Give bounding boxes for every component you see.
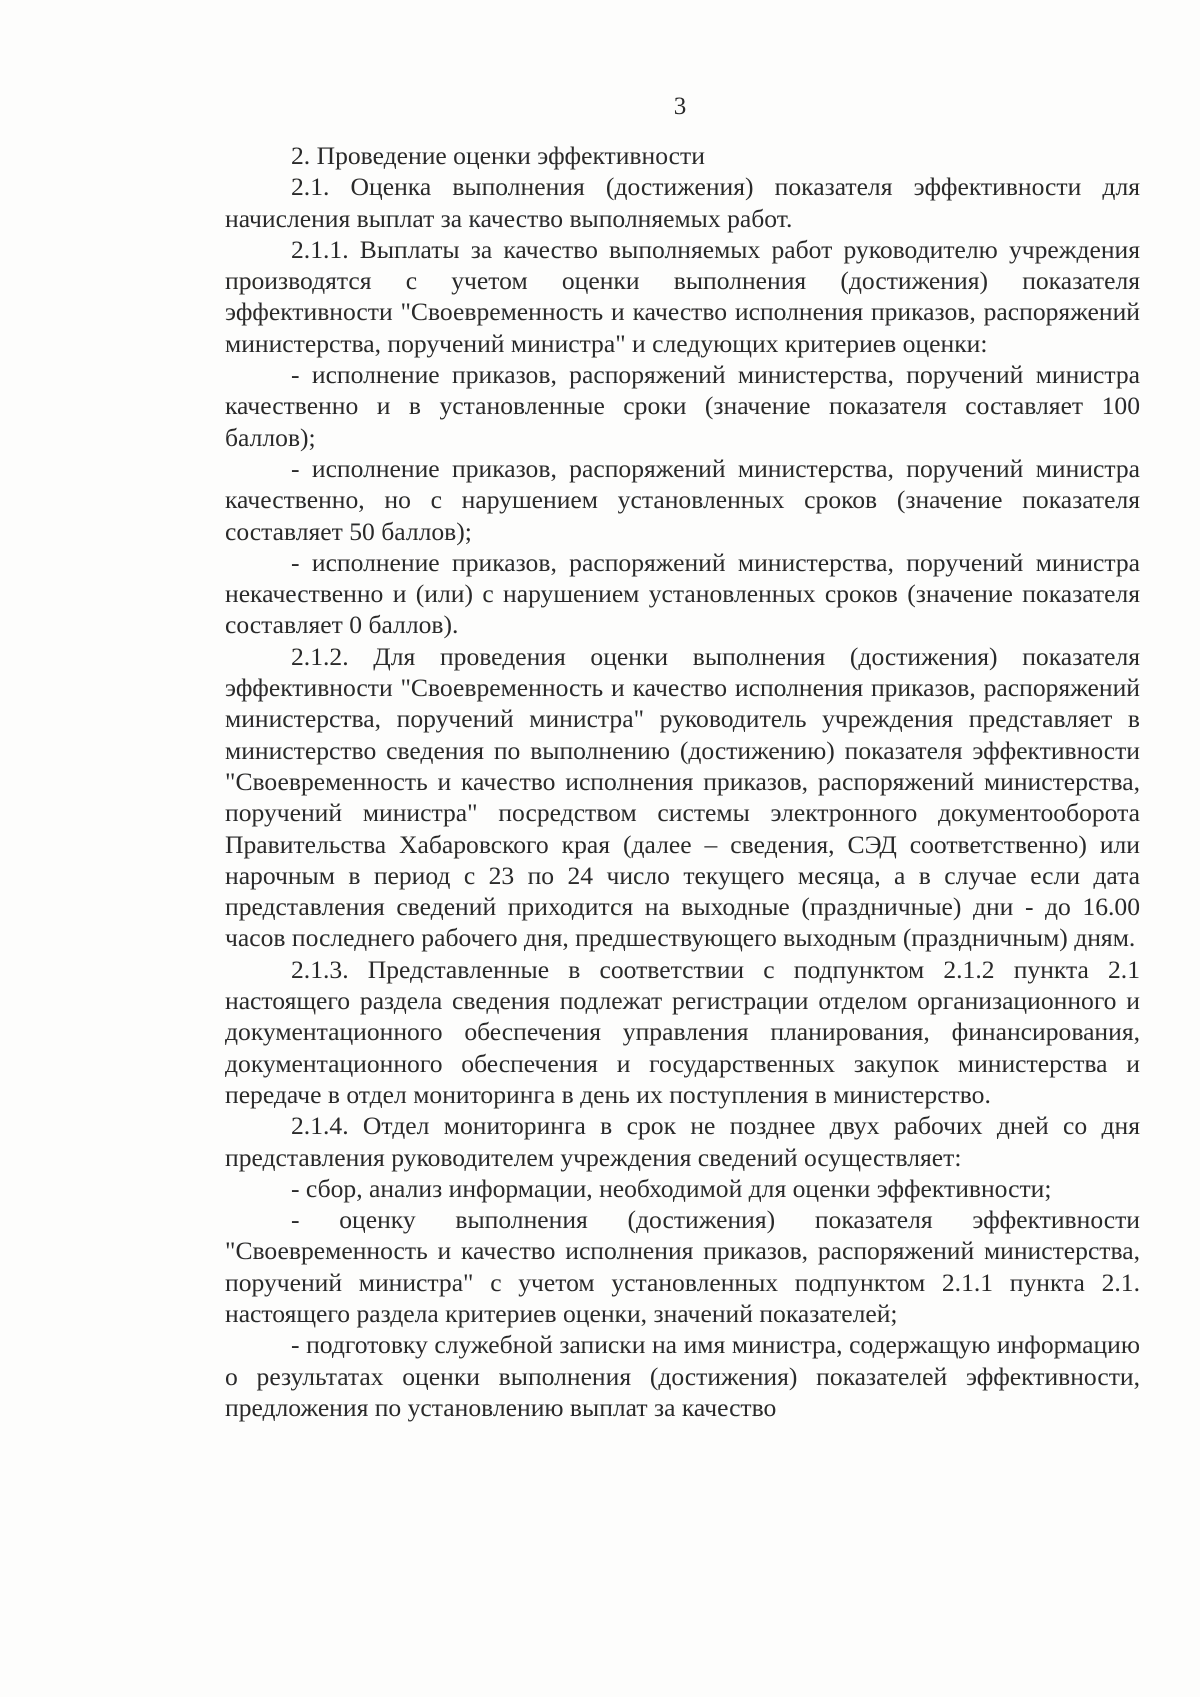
paragraph-2-1: 2.1. Оценка выполнения (достижения) показателя эффективности для начисления выплат за качество выполняемых работ. bbox=[225, 172, 1140, 233]
section-heading: 2. Проведение оценки эффективности bbox=[291, 141, 705, 170]
paragraph-2-1-1: 2.1.1. Выплаты за качество выполняемых работ руководителю учреждения производятся с учетом оценки выполнения (достижения) показателя эффективности "Своевременность и качество исполнения приказов, распоряжений министерства, поручений министра" и следующих критериев оценки: bbox=[225, 234, 1140, 358]
list-item-evaluation: - оценку выполнения (достижения) показателя эффективности "Своевременность и качество исполнения приказов, распоряжений министерства, поручений министра" с учетом установленных подпунктом 2.1.1 пункта 2.1. настоящего раздела критериев оценки, значений показателей; bbox=[225, 1205, 1140, 1328]
list-item-memo: - подготовку служебной записки на имя министра, содержащую информацию о результатах оценки выполнения (достижения) показателей эффективности, предложения по установлению выплат за качество bbox=[225, 1330, 1140, 1422]
paragraph-2-1-3: 2.1.3. Представленные в соответствии с подпунктом 2.1.2 пункта 2.1 настоящего раздела сведения подлежат регистрации отделом организационного и документационного обеспечения управления планирования, финансирования, документационного обеспечения и государственных закупок министерства и передаче в отдел мониторинга в день их поступления в министерство. bbox=[225, 954, 1140, 1109]
document-body bbox=[225, 140, 1140, 1423]
page-number: 3 bbox=[673, 93, 687, 120]
paragraph-2-1-2: 2.1.2. Для проведения оценки выполнения (достижения) показателя эффективности "Своевременность и качество исполнения приказов, распоряжений министерства, поручений министра" руководитель учреждения представляет в министерство сведения по выполнению (достижению) показателя эффективности "Своевременность и качество исполнения приказов, распоряжений министерства, поручений министра" посредством системы электронного документооборота Правительства Хабаровского края (далее – сведения, СЭД соответственно) или нарочным в период с 23 по 24 число текущего месяца, а в случае если дата представления сведений приходится на выходные (праздничные) дни - до 16.00 часов последнего рабочего дня, предшествующего выходным (праздничным) дням. bbox=[225, 641, 1140, 953]
list-item-data-collection: - сбор, анализ информации, необходимой для оценки эффективности; bbox=[291, 1173, 1052, 1203]
criterion-100-points: - исполнение приказов, распоряжений министерства, поручений министра качественно и в установленные сроки (значение показателя составляет 100 баллов); bbox=[225, 360, 1140, 452]
criterion-50-points: - исполнение приказов, распоряжений министерства, поручений министра качественно, но с нарушением установленных сроков (значение показателя составляет 50 баллов); bbox=[225, 453, 1140, 546]
paragraph-2-1-4: 2.1.4. Отдел мониторинга в срок не позднее двух рабочих дней со дня представления руководителем учреждения сведений осуществляет: bbox=[225, 1111, 1140, 1172]
criterion-0-points: - исполнение приказов, распоряжений министерства, поручений министра некачественно и (или) с нарушением установленных сроков (значение показателя составляет 0 баллов). bbox=[225, 547, 1140, 640]
